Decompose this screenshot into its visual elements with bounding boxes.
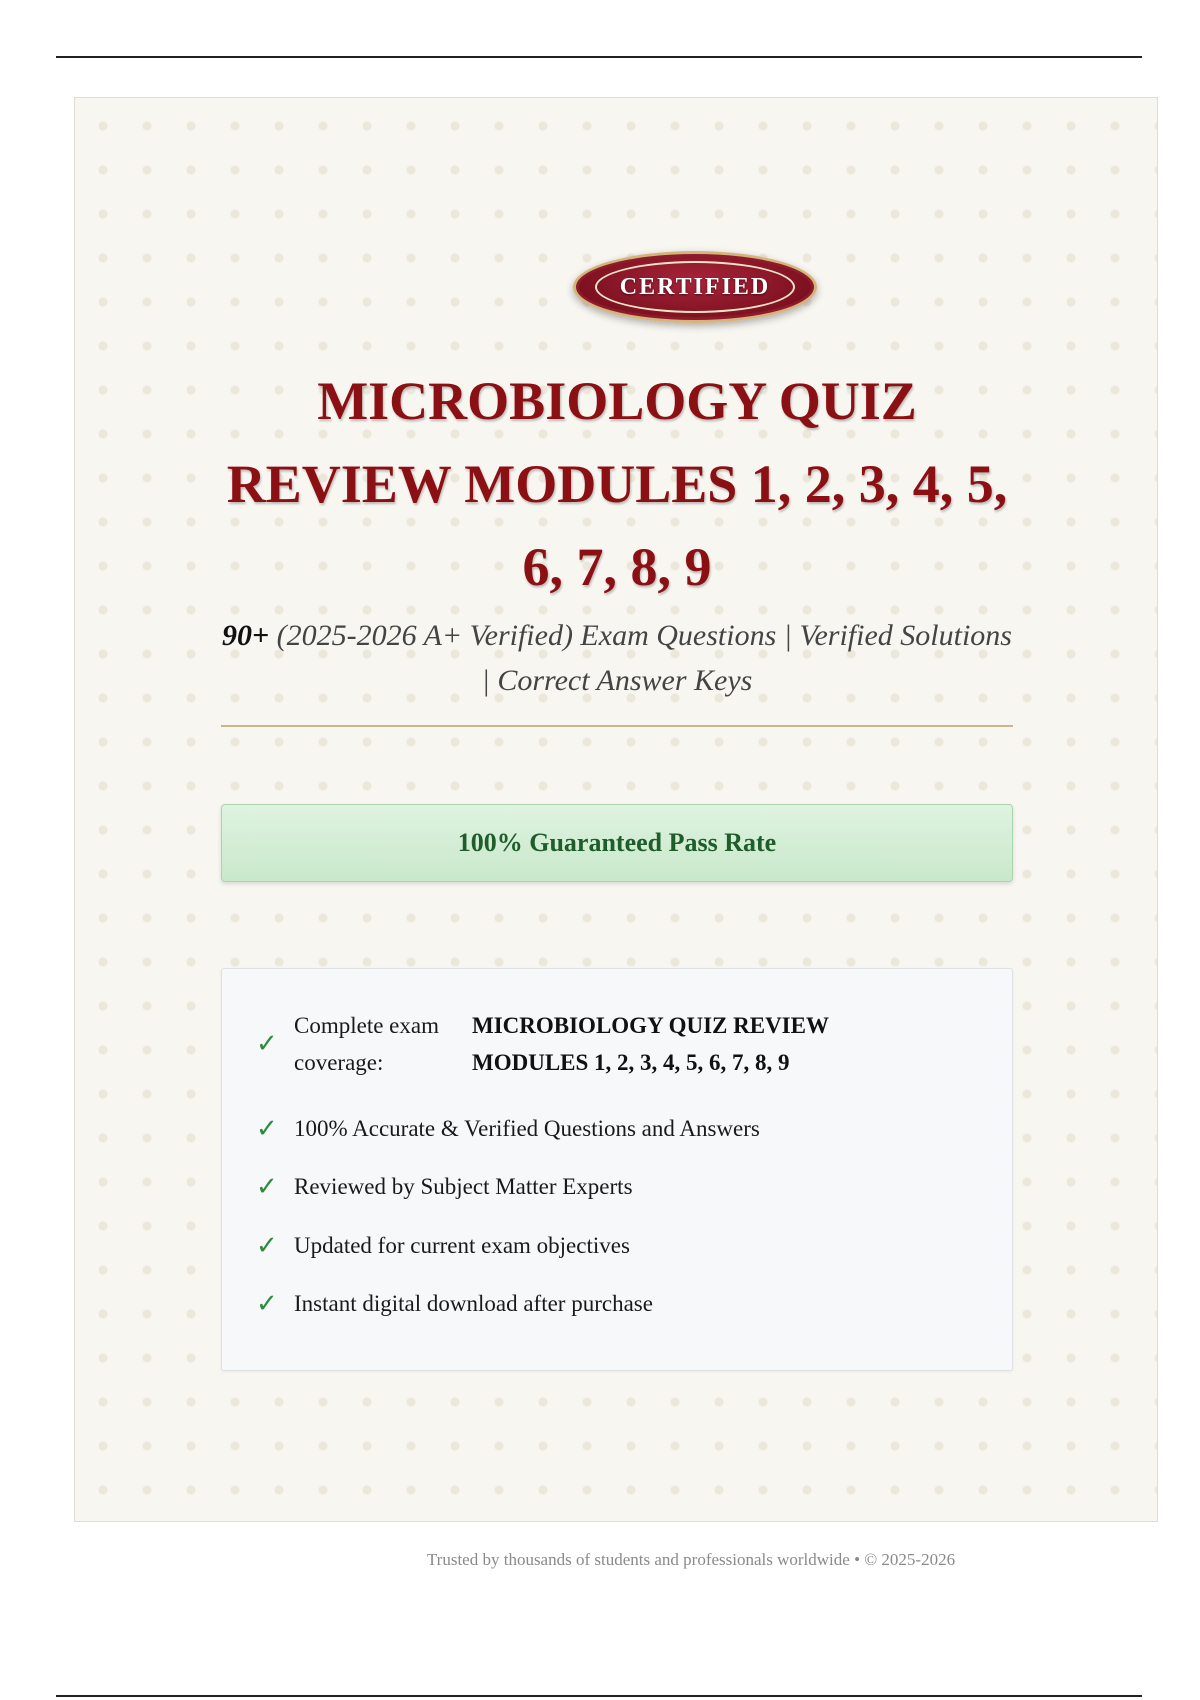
feature-text: Updated for current exam objectives (294, 1233, 630, 1258)
certified-seal-ring (595, 261, 795, 313)
certified-label: CERTIFIED (619, 273, 771, 300)
feature-text: Instant digital download after purchase (294, 1291, 653, 1316)
feature-text: Reviewed by Subject Matter Experts (294, 1174, 633, 1199)
feature-text: 100% Accurate & Verified Questions and Answers (294, 1116, 760, 1141)
check-icon: ✓ (256, 1172, 278, 1202)
pass-rate-label: 100% Guaranteed Pass Rate (457, 828, 777, 857)
features-box (221, 968, 1013, 1371)
question-count: 90+ (222, 619, 270, 652)
feature-item (256, 1172, 992, 1202)
cover-page (74, 97, 1158, 1569)
bottom-rule (56, 1695, 1142, 1697)
footer-note: Trusted by thousands of students and professionals worldwide • © 2025-2026 (426, 1550, 956, 1569)
check-icon: ✓ (256, 1114, 278, 1144)
check-icon: ✓ (256, 1289, 278, 1319)
title-divider (221, 725, 1013, 727)
top-rule (56, 56, 1142, 58)
subtitle-text: (2025-2026 A+ Verified) Exam Questions | Verified Solutions | Correct Answer Keys (269, 619, 1012, 697)
check-icon: ✓ (256, 1029, 278, 1059)
check-icon: ✓ (256, 1231, 278, 1261)
document-title: MICROBIOLOGY QUIZ REVIEW MODULES 1, 2, 3, 4, 5, 6, 7, 8, 9 (226, 371, 1008, 597)
document-subtitle (215, 613, 1019, 703)
coverage-label: Complete exam coverage: (294, 1013, 439, 1075)
feature-item (256, 1289, 992, 1319)
feature-item (256, 1231, 992, 1261)
feature-item (256, 1114, 992, 1144)
certified-seal (573, 251, 817, 323)
coverage-value: MICROBIOLOGY QUIZ REVIEW MODULES 1, 2, 3, 4, 5, 6, 7, 8, 9 (472, 1013, 829, 1075)
feature-coverage (256, 1007, 992, 1081)
pass-rate-banner (221, 804, 1013, 882)
